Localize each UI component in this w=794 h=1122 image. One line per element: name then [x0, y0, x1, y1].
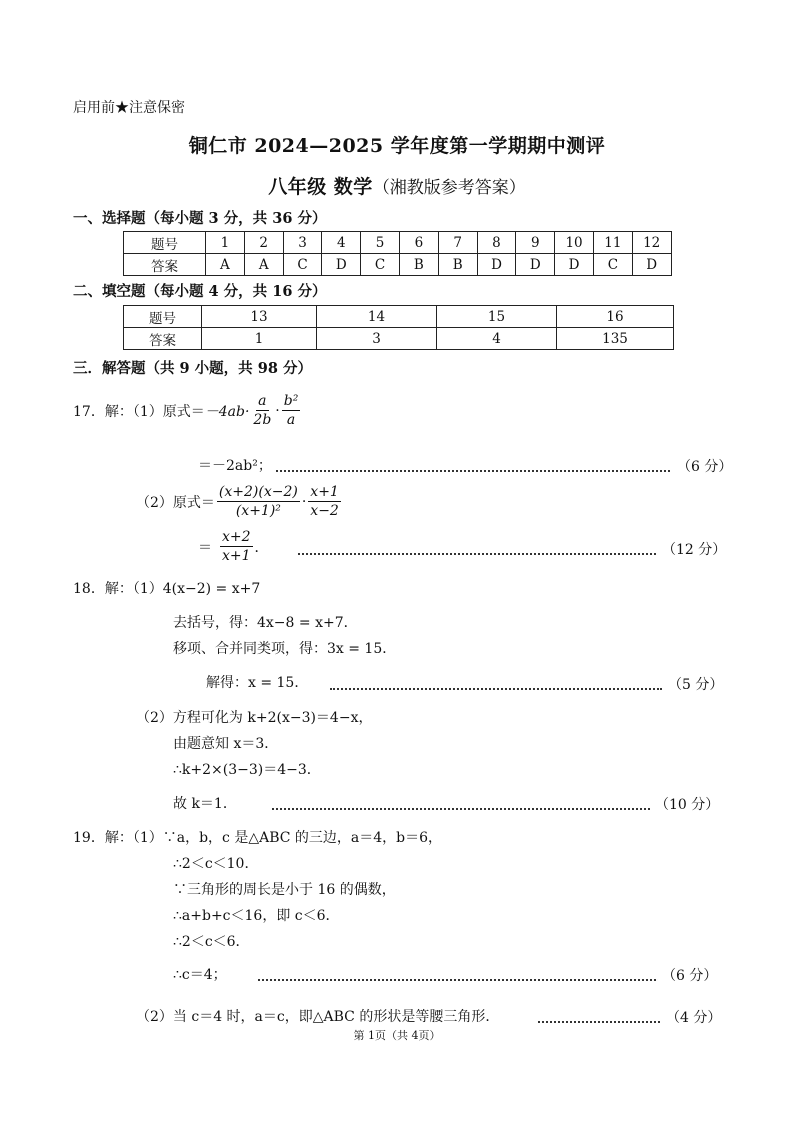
- table-row-questions: [124, 306, 674, 328]
- answer-cell: C: [283, 254, 322, 276]
- question-number: 9: [516, 232, 555, 254]
- answer-cell: C: [361, 254, 400, 276]
- section1-heading: 一、选择题（每小题 3 分，共 36 分）: [73, 210, 327, 227]
- leader-dots: [538, 1021, 660, 1023]
- q18-score1: （5 分）: [668, 677, 724, 693]
- section2-heading: 二、填空题（每小题 4 分，共 16 分）: [73, 283, 327, 300]
- fill-answer-table: [123, 305, 674, 350]
- answer-cell: 1: [202, 328, 317, 350]
- row-label-questions: 题号: [124, 232, 206, 254]
- q17-fraction: [217, 484, 300, 519]
- question-number: 15: [437, 306, 557, 328]
- q17-part2: [136, 484, 343, 519]
- answer-cell: D: [632, 254, 671, 276]
- question-number: 4: [322, 232, 361, 254]
- fraction-numerator: a: [258, 393, 267, 409]
- q17-fraction: [220, 529, 253, 564]
- leader-dots: [298, 553, 656, 555]
- answer-cell: 4: [437, 328, 557, 350]
- q18-part2-line1: （2）方程可化为 k+2(x−3)＝4−x，: [136, 710, 373, 726]
- q19-line1: ∴2＜c＜10．: [173, 856, 259, 872]
- row-label-answers: 答案: [124, 254, 206, 276]
- multiply-dot: ·: [275, 402, 280, 419]
- q17-part2-result: [198, 529, 269, 564]
- q17-fraction: [308, 484, 341, 519]
- q17-line2: ＝－2ab²；: [198, 458, 272, 474]
- question-number: 14: [317, 306, 437, 328]
- q17-score1: （6 分）: [677, 459, 733, 475]
- q19-line4: ∴2＜c＜6．: [173, 934, 250, 950]
- answer-cell: C: [593, 254, 632, 276]
- question-number: 16: [557, 306, 674, 328]
- q19-score2: （4 分）: [666, 1010, 722, 1026]
- answer-cell: D: [555, 254, 594, 276]
- period: ．: [254, 539, 269, 556]
- table-row-answers: [124, 328, 674, 350]
- question-number: 2: [244, 232, 283, 254]
- subtitle-main: 八年级 数学: [268, 176, 373, 198]
- answer-cell: A: [206, 254, 245, 276]
- choice-answer-table: [123, 231, 672, 276]
- q18-line2: 移项、合并同类项，得：3x = 15．: [173, 641, 397, 657]
- confidential-note: 启用前★注意保密: [73, 100, 185, 116]
- q17-part1: [73, 393, 302, 428]
- question-number: 1: [206, 232, 245, 254]
- q19-line5: ∴c＝4；: [173, 967, 227, 983]
- q17-fraction: [251, 393, 273, 428]
- answer-cell: D: [477, 254, 516, 276]
- fraction-numerator: b²: [283, 393, 299, 409]
- q18-part2-line4: 故 k＝1．: [173, 796, 237, 812]
- question-number: 12: [632, 232, 671, 254]
- table-row-questions: [124, 232, 672, 254]
- question-number: 5: [361, 232, 400, 254]
- leader-dots: [330, 688, 662, 690]
- answer-cell: 135: [557, 328, 674, 350]
- section3-heading: 三．解答题（共 9 小题，共 98 分）: [73, 360, 312, 377]
- q17-label: 17．解：（1）原式＝: [73, 403, 205, 420]
- row-label-questions: 题号: [124, 306, 202, 328]
- q17-expr-lead: －4ab·: [204, 403, 250, 420]
- question-number: 13: [202, 306, 317, 328]
- question-number: 3: [283, 232, 322, 254]
- fraction-numerator: x+2: [222, 529, 251, 545]
- fraction-numerator: x+1: [310, 484, 339, 500]
- multiply-dot: ·: [301, 493, 307, 510]
- q18-line3: 解得：x = 15．: [206, 675, 309, 691]
- answer-cell: D: [516, 254, 555, 276]
- q19-line3: ∴a+b+c＜16，即 c＜6．: [173, 908, 340, 924]
- equals-sign: ＝: [198, 539, 212, 556]
- answer-cell: 3: [317, 328, 437, 350]
- subtitle-paren: （湘教版参考答案）: [372, 178, 526, 198]
- q18-score2: （10 分）: [655, 797, 720, 813]
- page-subtitle: [0, 172, 794, 199]
- fraction-denominator: a: [286, 412, 296, 428]
- answer-cell: B: [399, 254, 438, 276]
- question-number: 8: [477, 232, 516, 254]
- q17-fraction: [282, 393, 301, 428]
- leader-dots: [276, 470, 670, 472]
- question-number: 10: [555, 232, 594, 254]
- fraction-denominator: (x+1)²: [235, 503, 281, 519]
- q19-line2: ∵三角形的周长是小于 16 的偶数，: [173, 882, 396, 898]
- q18-line1: 去括号，得：4x−8 = x+7．: [173, 615, 358, 631]
- q19-part2: （2）当 c＝4 时，a＝c，即△ABC 的形状是等腰三角形．: [136, 1009, 500, 1025]
- answer-cell: D: [322, 254, 361, 276]
- answer-cell: B: [438, 254, 477, 276]
- q17-part2-label: （2）原式＝: [136, 494, 215, 511]
- page-number: 第 1页（共 4页）: [353, 1029, 441, 1042]
- question-number: 7: [438, 232, 477, 254]
- leader-dots: [272, 808, 650, 810]
- fraction-denominator: x−2: [310, 503, 339, 519]
- row-label-answers: 答案: [124, 328, 202, 350]
- q17-score2: （12 分）: [662, 542, 727, 558]
- answer-cell: A: [244, 254, 283, 276]
- q18-label: 18．解：（1）4(x−2) = x+7: [73, 581, 261, 597]
- fraction-numerator: (x+2)(x−2): [218, 484, 298, 500]
- q19-score1: （6 分）: [662, 968, 718, 984]
- question-number: 6: [399, 232, 438, 254]
- question-number: 11: [593, 232, 632, 254]
- table-row-answers: [124, 254, 672, 276]
- page-title: 铜仁市 2024—2025 学年度第一学期期中测评: [188, 135, 606, 157]
- q19-label: 19．解：（1）∵a，b，c 是△ABC 的三边，a＝4，b＝6，: [73, 830, 443, 846]
- fraction-denominator: x+1: [222, 548, 251, 564]
- q18-part2-line3: ∴k+2×(3−3)＝4−3．: [173, 762, 321, 778]
- fraction-denominator: 2b: [253, 412, 272, 428]
- leader-dots: [258, 979, 656, 981]
- q18-part2-line2: 由题意知 x＝3．: [173, 736, 279, 752]
